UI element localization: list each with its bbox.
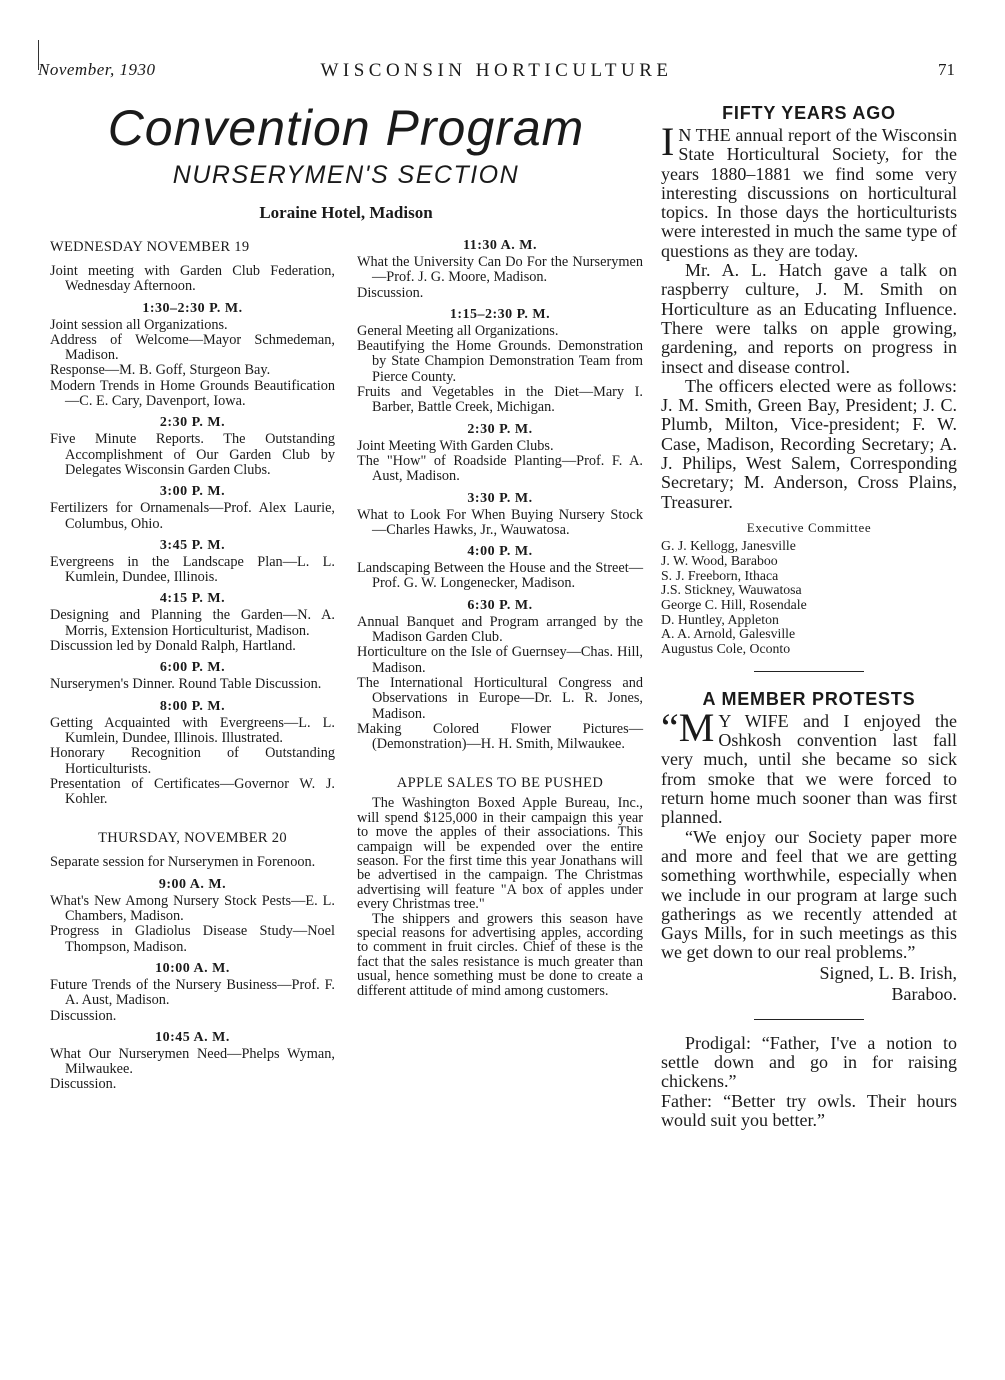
program-entry: Getting Acquainted with Evergreens—L. L. Kumlein, Dundee, Illinois. Illustrated. (50, 714, 335, 746)
thursday-schedule (50, 877, 335, 1093)
program-entry: Horticulture on the Isle of Guernsey—Chas. Hill, Madison. (357, 644, 643, 676)
program-entry: Address of Welcome—Mayor Schmedeman, Madison. (50, 331, 335, 364)
committee-member: A. A. Arnold, Galesville (661, 626, 796, 642)
time-slot: 3:30 P. M. (467, 490, 533, 506)
time-slot: 8:00 P. M. (159, 698, 226, 714)
time-slot: 1:15–2:30 P. M. (449, 306, 551, 322)
executive-committee-list (661, 539, 957, 657)
fifty-years-heading: FIFTY YEARS AGO (722, 103, 896, 123)
program-location: Loraine Hotel, Madison (259, 203, 433, 222)
program-entry: General Meeting all Organizations. (357, 322, 559, 339)
fifty-years-paragraph-2: Mr. A. L. Hatch gave a talk on raspberry culture, J. M. Smith on Horticulture as an Educating Influence. There were talks on apple growing, gardening, and reports on progress in insect and disease control. (661, 260, 957, 377)
program-entry: The International Horticultural Congress and Observations in Europe—Dr. L. R. Jones, Madison. (357, 674, 643, 722)
committee-member: S. J. Freeborn, Ithaca (661, 567, 779, 583)
member-protests-paragraph-2: “We enjoy our Society paper more and more and feel that we are getting something worthwhile, especially when we include in our program at large such gatherings as we recently attended at Gays Mills, for in such meetings as this we get down to our real problems.” (661, 826, 957, 963)
program-entry: Future Trends of the Nursery Business—Prof. F. A. Aust, Madison. (50, 976, 335, 1009)
member-protests-dropcap (661, 704, 715, 750)
member-protests-paragraph-1-text: Y WIFE and I enjoyed the Oshkosh convention last fall very much, until she became so sick from smoke that we were forced to return home much sooner than was first planned. (661, 710, 957, 828)
wednesday-schedule (50, 301, 335, 808)
fifty-years-paragraph-1 (661, 119, 957, 261)
program-entry: Honorary Recognition of Outstanding Horticulturists. (50, 745, 335, 777)
committee-member: George C. Hill, Rosendale (661, 597, 807, 613)
thursday-heading: THURSDAY, NOVEMBER 20 (98, 830, 287, 847)
time-slot: 10:45 A. M. (155, 1029, 230, 1045)
time-slot: 2:30 P. M. (159, 415, 226, 431)
committee-member: Augustus Cole, Oconto (661, 641, 791, 657)
afternoon-schedule (357, 238, 643, 752)
time-slot: 4:00 P. M. (467, 544, 533, 560)
time-slot: 9:00 A. M. (158, 876, 227, 892)
apple-sales-paragraph-1: The Washington Boxed Apple Bureau, Inc., will spend $125,000 in their campaign this year to move the apples of their associations. This campaign will be expended over the entire season. For the first time this year Jonathans will be advertised in the campaign. The Christmas advertising will feature "A box of apples under every Christmas tree." (357, 795, 643, 913)
program-entry: Evergreens in the Landscape Plan—L. L. Kumlein, Dundee, Illinois. (50, 553, 335, 586)
signature-town: Baraboo. (891, 983, 957, 1004)
program-entry: Annual Banquet and Program arranged by the Madison Garden Club. (357, 613, 643, 646)
program-entry: Discussion. (50, 1007, 117, 1024)
program-entry: Nurserymen's Dinner. Round Table Discussion. (50, 676, 322, 693)
time-slot: 2:30 P. M. (467, 421, 533, 437)
thursday-intro: Separate session for Nurserymen in Forenoon. (50, 854, 316, 871)
program-title: Convention Program (107, 100, 585, 156)
running-header (38, 60, 955, 84)
articles-column-right (661, 100, 957, 1130)
program-column-middle (357, 238, 643, 998)
program-entry: What to Look For When Buying Nursery Stock—Charles Hawks, Jr., Wauwatosa. (357, 506, 643, 538)
program-entry: Discussion led by Donald Ralph, Hartland. (50, 638, 296, 655)
time-slot: 10:00 A. M. (155, 960, 230, 976)
committee-member: J.S. Stickney, Wauwatosa (661, 582, 802, 598)
program-entry: Modern Trends in Home Grounds Beautification—C. E. Cary, Davenport, Iowa. (50, 377, 335, 410)
committee-member: J. W. Wood, Baraboo (661, 552, 778, 568)
member-protests-paragraph-1 (661, 704, 957, 828)
time-slot: 3:45 P. M. (159, 537, 226, 553)
apple-sales-paragraph-2: The shippers and growers this season have special reasons for advertising apples, according to comment in fruit circles. Chief of these is the fact that the sales resistance is much greater than usual, hence something must be done to create a different attitude of mind among customers. (357, 910, 643, 999)
time-slot: 11:30 A. M. (463, 238, 537, 253)
joke-father: Father: “Better try owls. Their hours would suit you better.” (661, 1090, 957, 1130)
wednesday-heading: WEDNESDAY NOVEMBER 19 (50, 239, 250, 255)
program-entry: Joint Meeting With Garden Clubs. (357, 437, 554, 454)
program-entry: Presentation of Certificates—Governor W. J. Kohler. (50, 775, 335, 808)
wednesday-intro: Joint meeting with Garden Club Federation, Wednesday Afternoon. (50, 263, 335, 295)
apple-sales-heading: APPLE SALES TO BE PUSHED (396, 775, 604, 792)
divider-rule-2 (754, 1019, 864, 1020)
program-entry: What the University Can Do For the Nurserymen—Prof. J. G. Moore, Madison. (357, 254, 643, 286)
time-slot: 3:00 P. M. (159, 484, 226, 500)
program-entry: Designing and Planning the Garden—N. A. Morris, Extension Horticulturist, Madison. (50, 607, 335, 639)
committee-member: D. Huntley, Appleton (661, 611, 779, 627)
program-entry: Fertilizers for Ornamenals—Prof. Alex Laurie, Columbus, Ohio. (50, 500, 335, 532)
program-entry: Beautifying the Home Grounds. Demonstration by State Champion Demonstration Team from Pierce County. (357, 338, 643, 385)
program-column-left (50, 238, 335, 1093)
program-entry: What's New Among Nursery Stock Pests—E. L. Chambers, Madison. (50, 892, 335, 925)
header-date: November, 1930 (38, 60, 156, 79)
member-protests-heading: A MEMBER PROTESTS (702, 688, 916, 709)
program-entry: The "How" of Roadside Planting—Prof. F. A. Aust, Madison. (357, 452, 643, 485)
divider-rule (754, 671, 864, 672)
time-slot: 6:00 P. M. (159, 660, 226, 676)
signature-line: Signed, L. B. Irish, (819, 962, 957, 983)
fifty-years-paragraph-1-text: N THE annual report of the Wisconsin State Horticultural Society, for the years 1880–1881 we find some very interesting discussions on horticultural topics. In those days the horticulturists were interested in much the same type of questions as they are today. (661, 125, 957, 261)
program-entry: Discussion. (50, 1076, 117, 1093)
dropcap-letter: M (678, 704, 715, 750)
fifty-years-dropcap: I (661, 119, 675, 164)
time-slot: 4:15 P. M. (159, 591, 226, 607)
program-entry: Progress in Gladiolus Disease Study—Noel Thompson, Madison. (50, 923, 335, 955)
time-slot: 6:30 P. M. (467, 597, 533, 613)
executive-committee-heading: Executive Committee (746, 519, 872, 535)
program-entry: Joint session all Organizations. (50, 316, 228, 333)
program-entry: Discussion. (357, 284, 424, 301)
program-entry: Fruits and Vegetables in the Diet—Mary I. Barber, Battle Creek, Michigan. (357, 384, 643, 416)
fifty-years-paragraph-3: The officers elected were as follows: J. M. Smith, Green Bay, President; J. C. Plumb, Milton, Vice-president; F. W. Case, Madison, Recording Secretary; A. J. Philips, West Salem, Corresponding Secretary; M. Anderson, Cross Plains, Treasurer. (661, 375, 957, 512)
program-entry: Response—M. B. Goff, Sturgeon Bay. (50, 362, 271, 379)
program-entry: What Our Nurserymen Need—Phelps Wyman, Milwaukee. (50, 1045, 335, 1078)
joke-prodigal: Prodigal: “Father, I've a notion to settle down and go in for raising chickens.” (661, 1032, 957, 1092)
committee-member: G. J. Kellogg, Janesville (661, 538, 796, 554)
program-entry: Landscaping Between the House and the Street—Prof. G. W. Longenecker, Madison. (357, 560, 643, 592)
program-subtitle: NURSERYMEN'S SECTION (172, 161, 520, 189)
time-slot: 1:30–2:30 P. M. (142, 300, 243, 316)
journal-title: WISCONSIN HORTICULTURE (320, 60, 673, 81)
opening-quote: “ (661, 704, 679, 750)
program-entry: Five Minute Reports. The Outstanding Accomplishment of Our Garden Club by Delegates Wisconsin Garden Clubs. (50, 431, 335, 478)
page-number: 71 (938, 60, 955, 79)
program-entry: Making Colored Flower Pictures—(Demonstration)—H. H. Smith, Milwaukee. (357, 720, 643, 753)
